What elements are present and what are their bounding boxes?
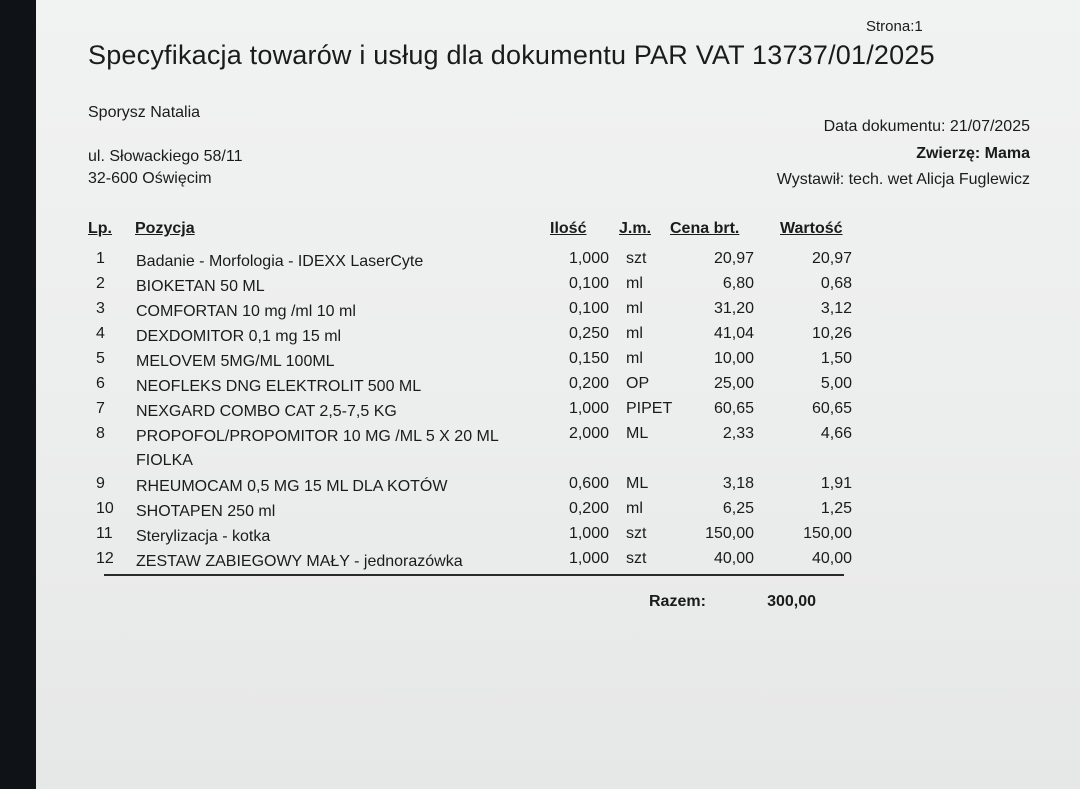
row-value: 1,50 xyxy=(820,350,852,367)
row-position: MELOVEM 5MG/ML 100ML xyxy=(136,353,335,370)
total-divider xyxy=(104,574,844,576)
row-position: NEXGARD COMBO CAT 2,5-7,5 KG xyxy=(136,403,397,420)
row-quantity: 2,000 xyxy=(568,425,609,442)
row-unit: ml xyxy=(626,325,643,342)
row-price: 10,00 xyxy=(713,350,754,367)
row-position: PROPOFOL/PROPOMITOR 10 MG /ML 5 X 20 ML FIOLKA xyxy=(136,428,499,469)
table-row xyxy=(36,525,936,550)
row-quantity: 0,200 xyxy=(568,500,609,517)
document-date: Data dokumentu: 21/07/2025 xyxy=(823,118,1030,135)
row-quantity: 0,600 xyxy=(568,475,609,492)
document-page xyxy=(36,0,1080,789)
row-lp: 1 xyxy=(96,250,105,267)
row-unit: ML xyxy=(626,425,649,442)
row-quantity: 0,100 xyxy=(568,275,609,292)
row-value: 1,25 xyxy=(820,500,852,517)
issuer: Wystawił: tech. wet Alicja Fuglewicz xyxy=(776,171,1030,188)
row-quantity: 1,000 xyxy=(568,550,609,567)
row-price: 6,25 xyxy=(722,500,754,517)
row-unit: PIPET xyxy=(626,400,673,417)
document-title: Specyfikacja towarów i usług dla dokumentu PAR VAT 13737/01/2025 xyxy=(88,40,935,70)
row-unit: ml xyxy=(626,300,643,317)
row-lp: 10 xyxy=(96,500,114,517)
row-position: DEXDOMITOR 0,1 mg 15 ml xyxy=(136,328,342,345)
row-value: 5,00 xyxy=(820,375,852,392)
row-quantity: 0,150 xyxy=(568,350,609,367)
row-quantity: 0,100 xyxy=(568,300,609,317)
page-number: Strona:1 xyxy=(866,18,923,35)
table-row xyxy=(36,350,936,375)
row-quantity: 1,000 xyxy=(568,400,609,417)
row-price: 60,65 xyxy=(713,400,754,417)
table-row xyxy=(36,400,936,425)
row-lp: 7 xyxy=(96,400,105,417)
row-position: SHOTAPEN 250 ml xyxy=(136,503,276,520)
row-quantity: 0,200 xyxy=(568,375,609,392)
row-lp: 6 xyxy=(96,375,105,392)
row-unit: ml xyxy=(626,275,643,292)
table-row xyxy=(36,325,936,350)
row-quantity: 1,000 xyxy=(568,250,609,267)
row-quantity: 0,250 xyxy=(568,325,609,342)
row-lp: 5 xyxy=(96,350,105,367)
row-unit: ml xyxy=(626,500,643,517)
row-position: BIOKETAN 50 ML xyxy=(136,278,265,295)
table-row xyxy=(36,550,936,575)
row-unit: OP xyxy=(626,375,650,392)
row-price: 6,80 xyxy=(722,275,754,292)
row-unit: szt xyxy=(626,525,647,542)
row-lp: 2 xyxy=(96,275,105,292)
header-lp: Lp. xyxy=(88,220,112,237)
header-wartosc: Wartość xyxy=(780,220,843,237)
client-city: 32-600 Oświęcim xyxy=(88,170,212,187)
row-position: NEOFLEKS DNG ELEKTROLIT 500 ML xyxy=(136,378,422,395)
row-value: 60,65 xyxy=(811,400,852,417)
row-value: 150,00 xyxy=(803,525,852,542)
row-position: COMFORTAN 10 mg /ml 10 ml xyxy=(136,303,356,320)
header-ilosc: Ilość xyxy=(550,220,587,237)
row-price: 3,18 xyxy=(722,475,754,492)
row-value: 1,91 xyxy=(820,475,852,492)
row-position: Badanie - Morfologia - IDEXX LaserCyte xyxy=(136,253,424,270)
row-lp: 11 xyxy=(96,525,113,542)
header-pozycja: Pozycja xyxy=(135,220,195,237)
row-value: 0,68 xyxy=(820,275,852,292)
row-value: 20,97 xyxy=(811,250,852,267)
row-lp: 8 xyxy=(96,425,105,442)
total-label: Razem: xyxy=(649,593,706,610)
row-price: 31,20 xyxy=(713,300,754,317)
row-lp: 3 xyxy=(96,300,105,317)
row-price: 41,04 xyxy=(713,325,754,342)
row-value: 40,00 xyxy=(811,550,852,567)
client-name: Sporysz Natalia xyxy=(88,104,201,121)
row-unit: szt xyxy=(626,250,647,267)
animal-name: Zwierzę: Mama xyxy=(916,145,1030,162)
row-unit: ml xyxy=(626,350,643,367)
items-table xyxy=(36,250,936,575)
table-row xyxy=(36,300,936,325)
row-value: 4,66 xyxy=(820,425,852,442)
row-price: 40,00 xyxy=(713,550,754,567)
client-street: ul. Słowackiego 58/11 xyxy=(88,148,243,165)
row-position: Sterylizacja - kotka xyxy=(136,528,271,545)
header-cena: Cena brt. xyxy=(670,220,740,237)
row-price: 25,00 xyxy=(713,375,754,392)
table-row xyxy=(36,375,936,400)
row-price: 150,00 xyxy=(705,525,754,542)
table-row xyxy=(36,475,936,500)
header-jm: J.m. xyxy=(619,220,652,237)
total-value: 300,00 xyxy=(767,593,816,610)
table-row xyxy=(36,275,936,300)
row-unit: ML xyxy=(626,475,649,492)
row-lp: 4 xyxy=(96,325,105,342)
row-quantity: 1,000 xyxy=(568,525,609,542)
row-lp: 9 xyxy=(96,475,105,492)
table-row xyxy=(36,500,936,525)
row-position: RHEUMOCAM 0,5 MG 15 ML DLA KOTÓW xyxy=(136,478,448,495)
table-row xyxy=(36,425,936,475)
row-value: 3,12 xyxy=(820,300,852,317)
row-price: 20,97 xyxy=(713,250,754,267)
row-price: 2,33 xyxy=(722,425,754,442)
row-lp: 12 xyxy=(96,550,114,567)
table-row xyxy=(36,250,936,275)
row-value: 10,26 xyxy=(811,325,852,342)
row-unit: szt xyxy=(626,550,647,567)
row-position: ZESTAW ZABIEGOWY MAŁY - jednorazówka xyxy=(136,553,463,570)
